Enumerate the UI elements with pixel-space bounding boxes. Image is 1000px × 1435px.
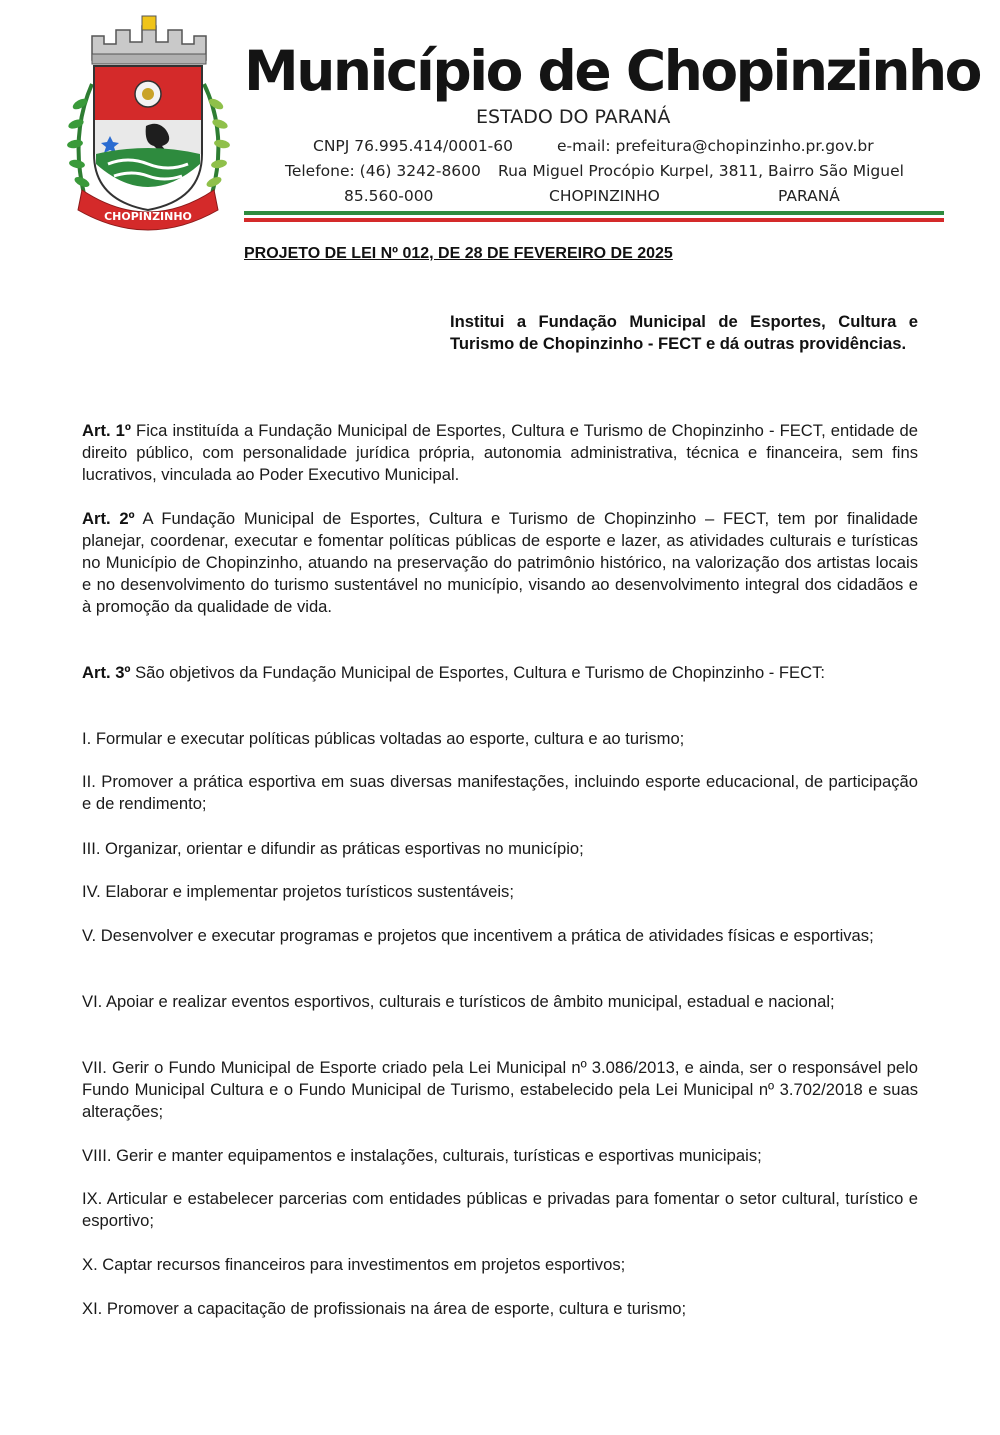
list-item: I. Formular e executar políticas públicas voltadas ao esporte, cultura e ao turismo; — [82, 729, 685, 748]
article-1 — [82, 420, 918, 486]
cnpj: CNPJ 76.995.414/0001-60 — [313, 137, 513, 155]
article-label: Art. 2º — [82, 509, 135, 528]
list-item: VI. Apoiar e realizar eventos esportivos, culturais e turísticos de âmbito municipal, estadual e nacional; — [82, 992, 835, 1011]
cep: 85.560-000 — [344, 187, 434, 205]
article-text: Fica instituída a Fundação Municipal de Esportes, Cultura e Turismo de Chopinzinho - FECT, entidade de direito público, com personalidade jurídica própria, autonomia administrativa, técnica e financeira, sem fins lucrativos, vinculada ao Poder Executivo Municipal. — [82, 421, 918, 484]
list-item: XI. Promover a capacitação de profissionais na área de esporte, cultura e turismo; — [82, 1299, 687, 1318]
email: e-mail: prefeitura@chopinzinho.pr.gov.br — [557, 137, 874, 155]
header-divider-stripes — [244, 211, 944, 222]
phone: Telefone: (46) 3242-8600 — [285, 162, 481, 180]
article-text: A Fundação Municipal de Esportes, Cultura e Turismo de Chopinzinho – FECT, tem por finalidade planejar, coordenar, executar e fomentar políticas públicas de esporte e lazer, as atividades culturais e turísticas no Município de Chopinzinho, atuando na preservação do patrimônio histórico, na valorização dos artistas locais e no desenvolvimento do turismo sustentável no município, visando ao desenvolvimento integral dos cidadãos e à promoção da qualidade de vida. — [82, 509, 918, 616]
list-item: X. Captar recursos financeiros para investimentos em projetos esportivos; — [82, 1255, 626, 1274]
list-item: VII. Gerir o Fundo Municipal de Esporte criado pela Lei Municipal nº 3.086/2013, e ainda, ser o responsável pelo Fundo Municipal Cultura e o Fundo Municipal de Turismo, estabelecido pela Lei Municipal nº 3.702/2018 e suas alterações; — [82, 1058, 918, 1121]
article-2 — [82, 508, 918, 618]
address: Rua Miguel Procópio Kurpel, 3811, Bairro São Miguel — [498, 162, 904, 180]
article-label: Art. 3º — [82, 663, 131, 682]
uf: PARANÁ — [778, 187, 840, 205]
article-label: Art. 1º — [82, 421, 131, 440]
municipality-name: Município de Chopinzinho — [244, 39, 980, 103]
law-summary: Institui a Fundação Municipal de Esportes, Cultura e Turismo de Chopinzinho - FECT e dá outras providências. — [450, 312, 918, 353]
municipal-coat-of-arms-icon — [62, 14, 234, 236]
state-name: ESTADO DO PARANÁ — [476, 106, 671, 128]
svg-text:CHOPINZINHO: CHOPINZINHO — [104, 210, 192, 223]
article-text: São objetivos da Fundação Municipal de Esportes, Cultura e Turismo de Chopinzinho - FECT: — [130, 663, 826, 682]
list-item: V. Desenvolver e executar programas e projetos que incentivem a prática de atividades físicas e esportivas; — [82, 926, 874, 945]
list-item: III. Organizar, orientar e difundir as práticas esportivas no município; — [82, 839, 584, 858]
list-item: IX. Articular e estabelecer parcerias com entidades públicas e privadas para fomentar o setor cultural, turístico e esportivo; — [82, 1189, 918, 1230]
city: CHOPINZINHO — [549, 187, 660, 205]
list-item: II. Promover a prática esportiva em suas diversas manifestações, incluindo esporte educacional, de participação e de rendimento; — [82, 772, 918, 813]
list-item: VIII. Gerir e manter equipamentos e instalações, culturais, turísticas e esportivas municipais; — [82, 1146, 762, 1165]
list-item: IV. Elaborar e implementar projetos turísticos sustentáveis; — [82, 882, 514, 901]
red-stripe — [244, 218, 944, 222]
article-3 — [82, 662, 918, 684]
law-title: PROJETO DE LEI Nº 012, DE 28 DE FEVEREIRO DE 2025 — [244, 245, 673, 262]
